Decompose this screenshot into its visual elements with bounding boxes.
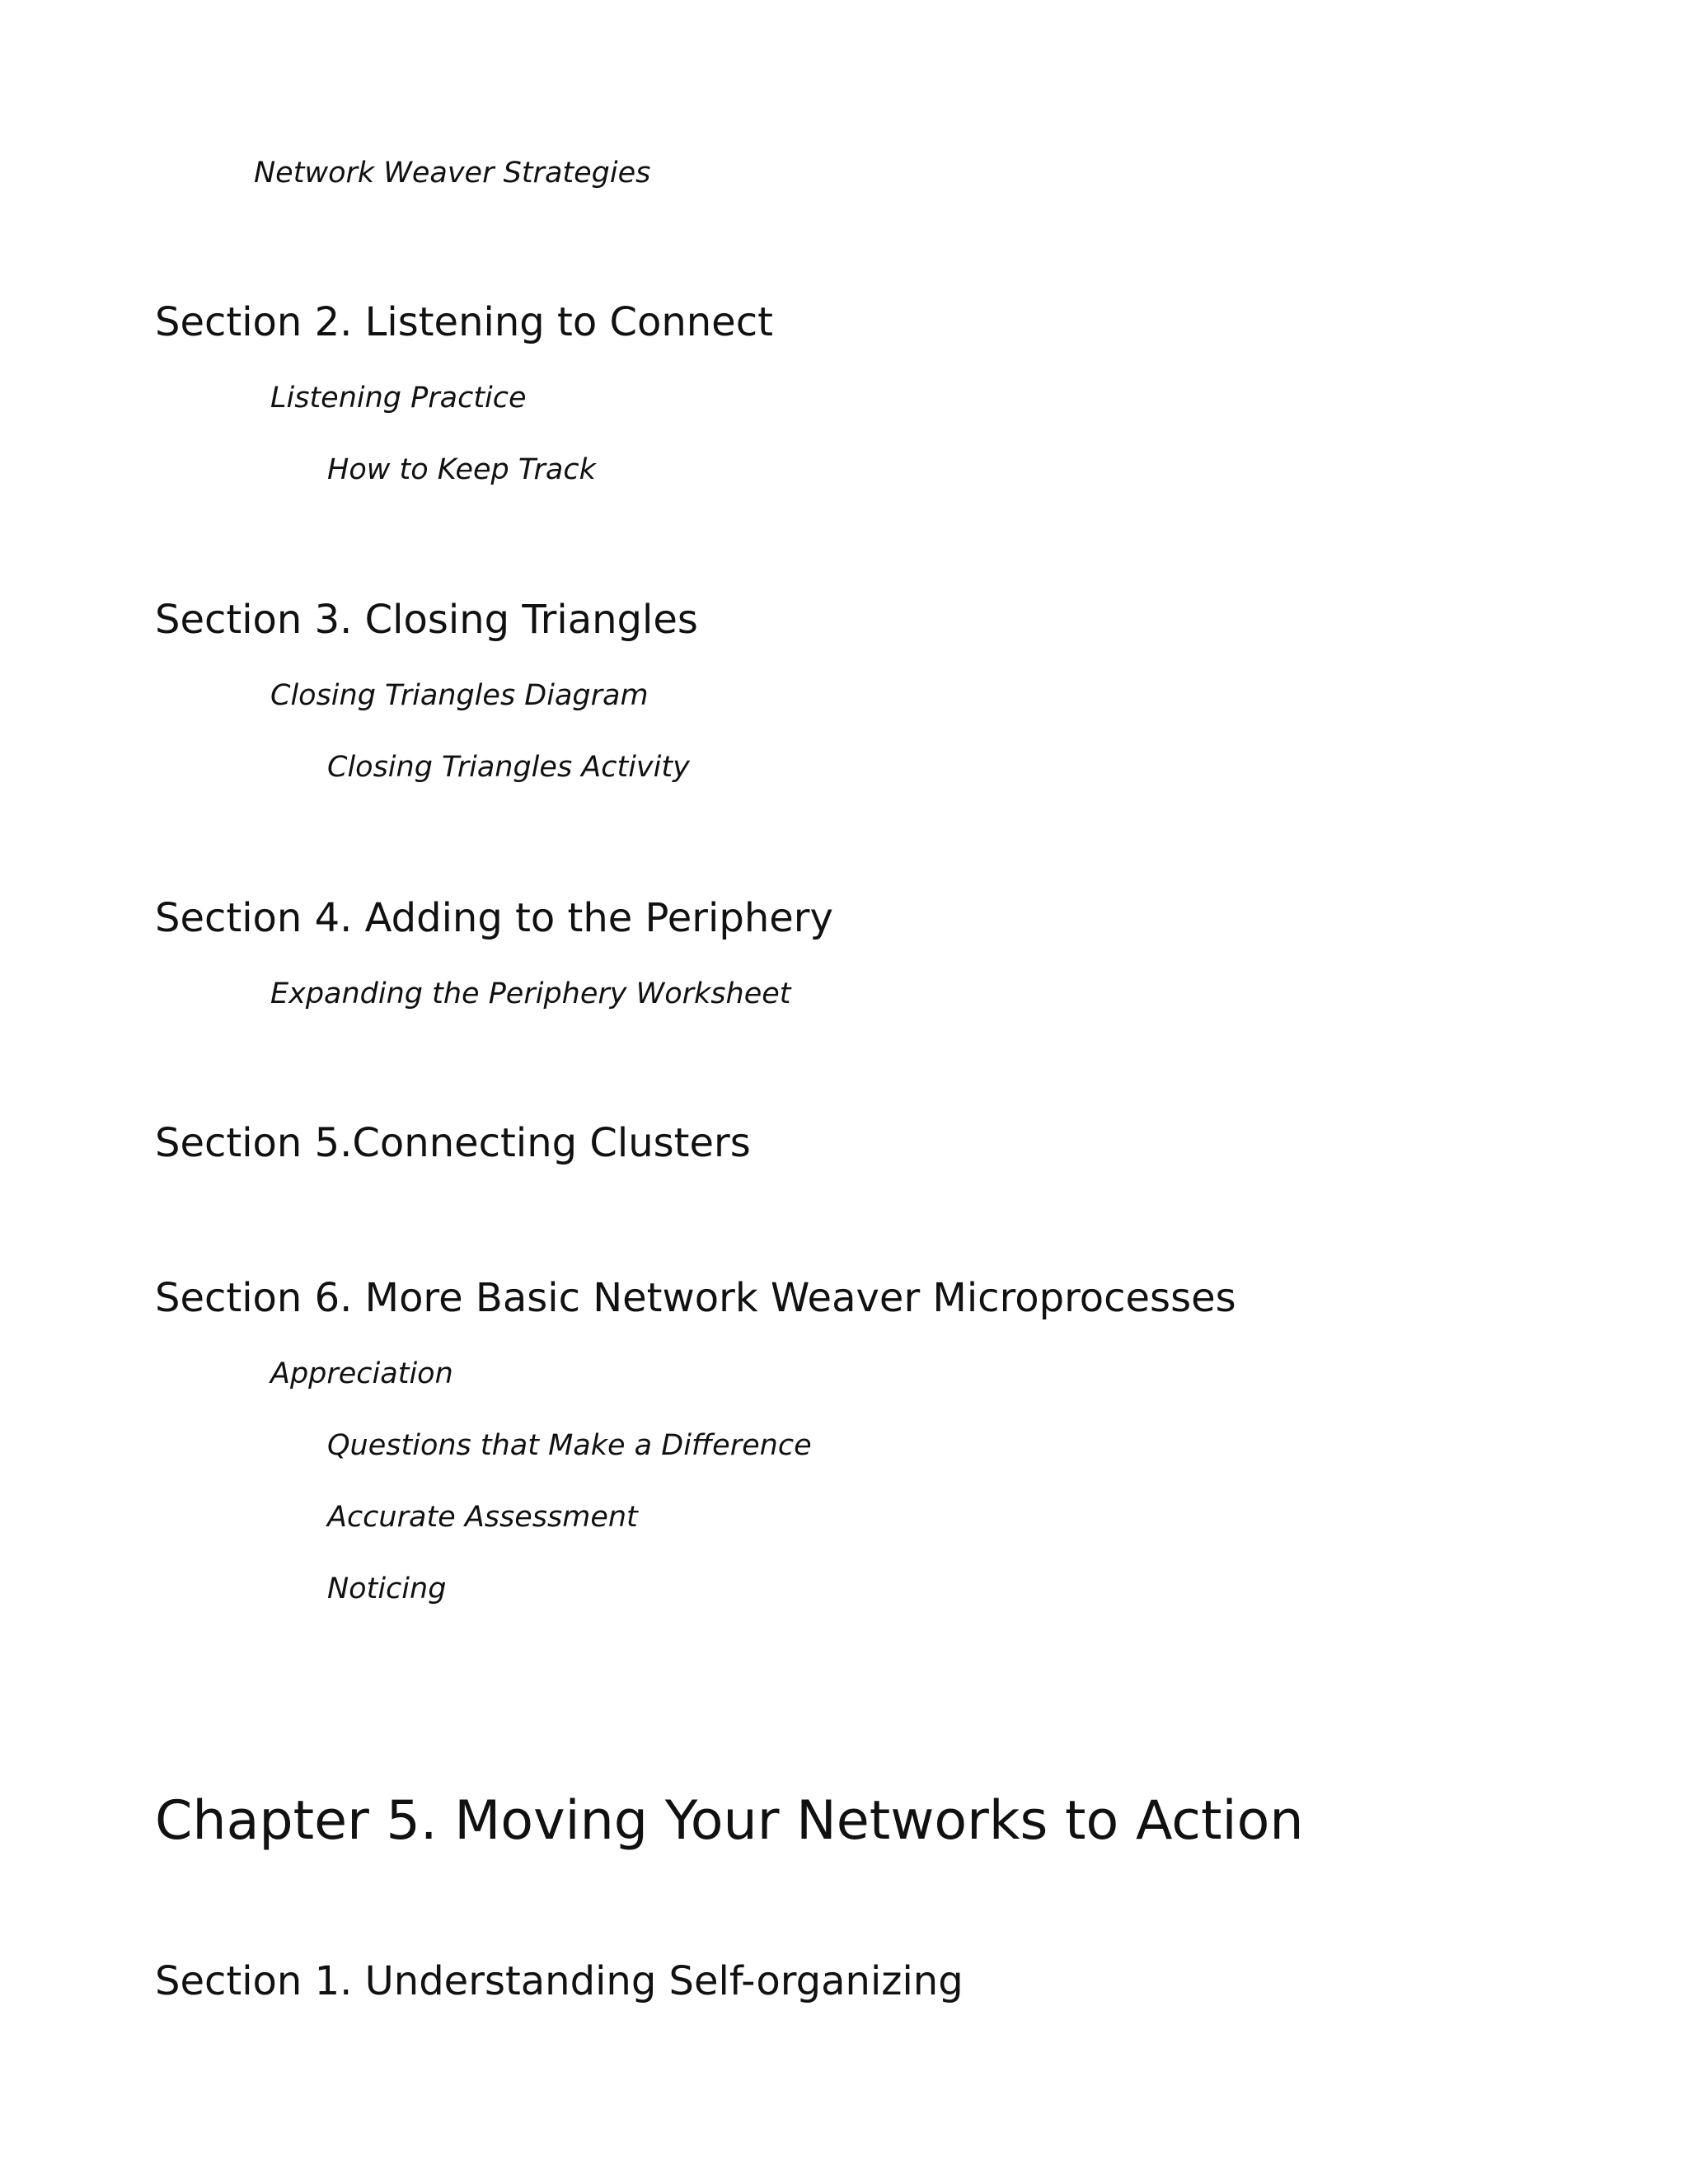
toc-item-listening-practice: Listening Practice — [270, 382, 527, 415]
section-6-heading: Section 6. More Basic Network Weaver Microprocesses — [155, 1275, 1236, 1321]
chapter-5-section-1-heading: Section 1. Understanding Self-organizing — [155, 1958, 964, 2004]
section-2-heading: Section 2. Listening to Connect — [155, 299, 773, 345]
toc-item-appreciation: Appreciation — [270, 1357, 453, 1390]
toc-item-noticing: Noticing — [327, 1572, 447, 1605]
chapter-5-heading: Chapter 5. Moving Your Networks to Action — [155, 1790, 1304, 1852]
toc-item-how-to-keep-track: How to Keep Track — [327, 453, 596, 486]
toc-item-closing-triangles-diagram: Closing Triangles Diagram — [270, 679, 649, 712]
toc-item-expanding-the-periphery-worksheet: Expanding the Periphery Worksheet — [270, 977, 791, 1010]
section-4-heading: Section 4. Adding to the Periphery — [155, 895, 833, 941]
section-3-heading: Section 3. Closing Triangles — [155, 597, 698, 643]
toc-item-closing-triangles-activity: Closing Triangles Activity — [327, 751, 690, 784]
section-5-heading: Section 5.Connecting Clusters — [155, 1120, 751, 1166]
toc-item-questions-that-make-a-difference: Questions that Make a Difference — [327, 1429, 812, 1462]
toc-item-network-weaver-strategies: Network Weaver Strategies — [254, 157, 651, 190]
toc-item-accurate-assessment: Accurate Assessment — [327, 1501, 638, 1534]
